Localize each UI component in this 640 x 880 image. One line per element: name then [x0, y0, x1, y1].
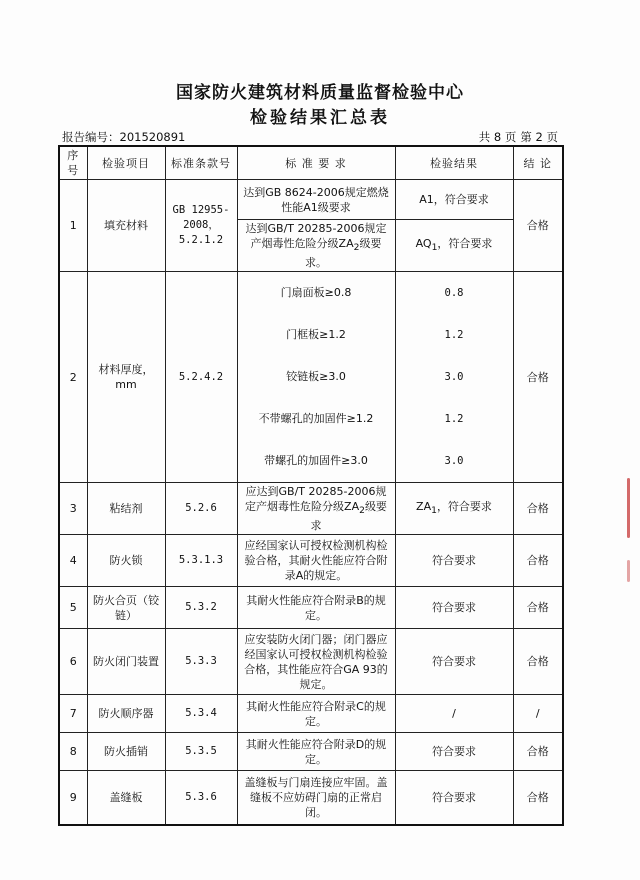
table-row — [59, 535, 563, 587]
table-row — [59, 180, 563, 220]
row-no: 6 — [59, 629, 87, 695]
row-result: $ZA_1$，符合要求 — [395, 483, 513, 535]
row-conclusion: 合格 — [513, 272, 563, 483]
row-result: $AQ_1$，符合要求 — [395, 220, 513, 272]
report-number: 报告编号：201520891 — [62, 130, 186, 144]
row-requirement: 达到GB 8624-2006规定燃烧性能A1级要求 — [237, 180, 395, 220]
row-conclusion: 合格 — [513, 733, 563, 771]
row-no: 9 — [59, 771, 87, 825]
col-requirement-header: 标 准 要 求 — [237, 146, 395, 180]
row-item: 防火插销 — [87, 733, 165, 771]
table-row — [59, 272, 563, 314]
sub-requirement: 门扇面板≥0.8 — [280, 286, 352, 300]
sub-result: 3.0 — [444, 455, 464, 468]
row-result: 符合要求 — [395, 771, 513, 825]
row-result — [395, 272, 513, 483]
table-row — [59, 483, 563, 535]
total-pages: 共 8 页 — [478, 130, 517, 144]
sub-requirement: 带螺孔的加固件≥3.0 — [264, 454, 368, 468]
row-item: 填充材料 — [87, 180, 165, 272]
row-clause: GB 12955-2008，5.2.1.2 — [165, 180, 237, 272]
row-conclusion: 合格 — [513, 771, 563, 825]
row-no: 5 — [59, 587, 87, 629]
table-row — [59, 695, 563, 733]
row-clause: 5.3.5 — [165, 733, 237, 771]
col-result-header: 检验结果 — [395, 146, 513, 180]
sub-requirement: 门框板≥1.2 — [286, 328, 346, 342]
row-conclusion: / — [513, 695, 563, 733]
table-header-row — [59, 146, 563, 180]
row-requirement: 应安装防火闭门器；闭门器应经国家认可授权检测机构检验合格，其性能应符合GA 93的规定。 — [237, 629, 395, 695]
row-conclusion: 合格 — [513, 629, 563, 695]
results-table — [58, 145, 564, 826]
current-page: 第 2 页 — [520, 130, 558, 144]
row-item: 防火合页（铰链） — [87, 587, 165, 629]
row-result: 符合要求 — [395, 629, 513, 695]
row-conclusion: 合格 — [513, 483, 563, 535]
row-clause: 5.2.6 — [165, 483, 237, 535]
row-clause: 5.2.4.2 — [165, 272, 237, 483]
row-no: 1 — [59, 180, 87, 272]
row-item: 粘结剂 — [87, 483, 165, 535]
sub-requirement: 不带螺孔的加固件≥1.2 — [258, 412, 374, 426]
row-clause: 5.3.4 — [165, 695, 237, 733]
row-clause: 5.3.3 — [165, 629, 237, 695]
sub-result: 1.2 — [444, 413, 464, 426]
row-clause: 5.3.2 — [165, 587, 237, 629]
col-no-header: 序号 — [59, 146, 87, 180]
row-requirement: 应经国家认可授权检测机构检验合格，其耐火性能应符合附录A的规定。 — [237, 535, 395, 587]
row-no: 7 — [59, 695, 87, 733]
row-requirement: 达到GB/T 20285-2006规定产烟毒性危险分级$ZA_2$级要求。 — [237, 220, 395, 272]
row-clause: 5.3.6 — [165, 771, 237, 825]
sub-requirement: 铰链板≥3.0 — [286, 370, 346, 384]
sub-result: 0.8 — [444, 287, 464, 300]
row-result: / — [395, 695, 513, 733]
row-conclusion: 合格 — [513, 535, 563, 587]
table-row — [59, 629, 563, 695]
page-info — [479, 129, 562, 145]
row-no: 8 — [59, 733, 87, 771]
row-requirement: 其耐火性能应符合附录B的规定。 — [237, 587, 395, 629]
row-requirement — [237, 272, 395, 483]
col-clause-header: 标准条款号 — [165, 146, 237, 180]
seal-stamp-edge — [627, 478, 630, 538]
row-conclusion: 合格 — [513, 180, 563, 272]
row-clause: 5.3.1.3 — [165, 535, 237, 587]
row-requirement: 其耐火性能应符合附录C的规定。 — [237, 695, 395, 733]
document-subtitle: 检验结果汇总表 — [250, 108, 390, 128]
row-result: A1，符合要求 — [395, 180, 513, 220]
row-no: 2 — [59, 272, 87, 483]
row-no: 3 — [59, 483, 87, 535]
col-item-header: 检验项目 — [87, 146, 165, 180]
row-item: 防火闭门装置 — [87, 629, 165, 695]
row-result: 符合要求 — [395, 587, 513, 629]
seal-stamp-edge — [627, 560, 630, 582]
row-item: 防火顺序器 — [87, 695, 165, 733]
row-item: 材料厚度，mm — [87, 272, 165, 483]
row-requirement: 应达到GB/T 20285-2006规定产烟毒性危险分级$ZA_2$级要求 — [237, 483, 395, 535]
row-requirement: 其耐火性能应符合附录D的规定。 — [237, 733, 395, 771]
row-item: 防火锁 — [87, 535, 165, 587]
row-result: 符合要求 — [395, 733, 513, 771]
row-item: 盖缝板 — [87, 771, 165, 825]
row-conclusion: 合格 — [513, 587, 563, 629]
col-conclusion-header: 结 论 — [513, 146, 563, 180]
row-result: 符合要求 — [395, 535, 513, 587]
row-requirement: 盖缝板与门扇连接应牢固。盖缝板不应妨碍门扇的正常启闭。 — [237, 771, 395, 825]
document-title: 国家防火建筑材料质量监督检验中心 — [176, 83, 464, 103]
sub-result: 3.0 — [444, 371, 464, 384]
sub-result: 1.2 — [444, 329, 464, 342]
table-row — [59, 587, 563, 629]
table-row — [59, 733, 563, 771]
table-row — [59, 771, 563, 825]
row-no: 4 — [59, 535, 87, 587]
